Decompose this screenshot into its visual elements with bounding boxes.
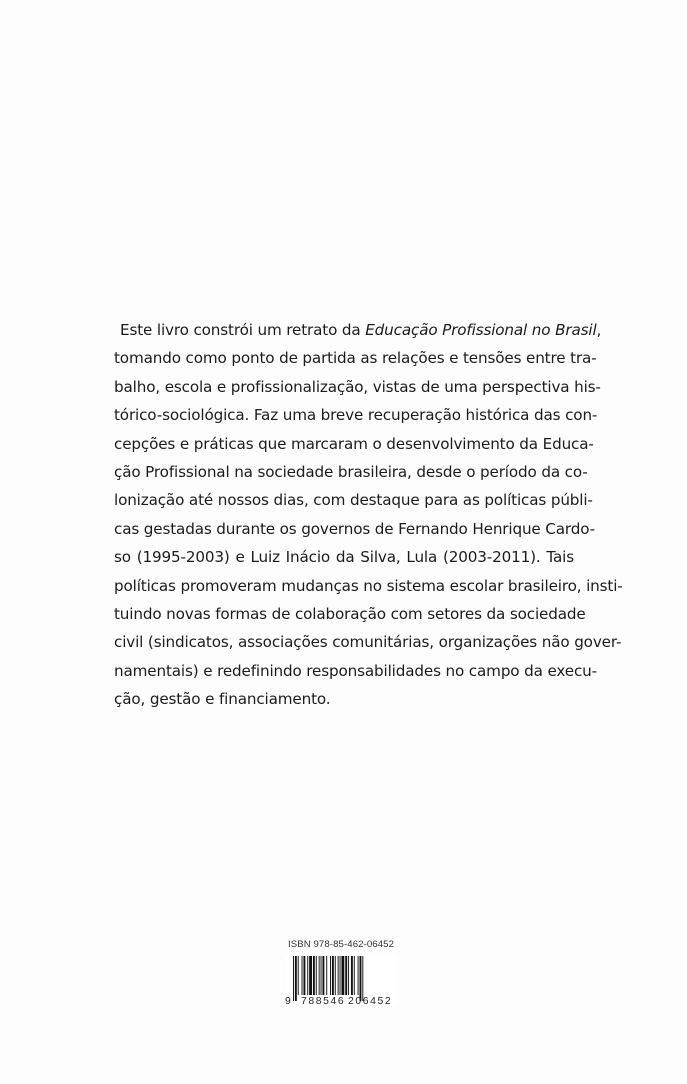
barcode-bar bbox=[332, 956, 334, 995]
barcode-digits-left: 788546 bbox=[301, 996, 346, 1007]
blurb-line-2: tomando como ponto de partida as relações e tensões entre tra- bbox=[114, 349, 597, 368]
blurb-line-4: tórico-sociológica. Faz uma breve recuperação histórica das con- bbox=[114, 406, 598, 425]
book-title-italic: Educação Profissional no Brasil bbox=[365, 321, 597, 339]
blurb-line-11: tuindo novas formas de colaboração com setores da sociedade bbox=[114, 604, 586, 623]
barcode-digits bbox=[285, 996, 397, 1008]
blurb-line-9: so (1995-2003) e Luiz Inácio da Silva, Lula (2003-2011). Tais bbox=[114, 548, 574, 567]
barcode-bar bbox=[298, 956, 299, 995]
barcode-bar bbox=[307, 956, 308, 995]
barcode-bar bbox=[326, 956, 327, 995]
barcode-bar bbox=[303, 956, 305, 995]
barcode-bar bbox=[316, 956, 317, 995]
blurb-line-14: ção, gestão e financiamento. bbox=[114, 690, 331, 709]
barcode-bar bbox=[358, 956, 359, 995]
barcode-bar bbox=[345, 956, 347, 995]
blurb-text: Este livro constrói um retrato da bbox=[120, 321, 366, 339]
blurb-line-12: civil (sindicatos, associações comunitárias, organizações não gover- bbox=[114, 633, 622, 652]
blurb-text: , bbox=[596, 321, 602, 339]
barcode-bar bbox=[348, 956, 349, 995]
isbn-label: ISBN 978-85-462-06452 bbox=[287, 939, 395, 950]
barcode-bar bbox=[322, 956, 324, 995]
barcode-bar bbox=[295, 956, 297, 1001]
blurb-line-13: namentais) e redefinindo responsabilidades no campo da execu- bbox=[114, 661, 597, 680]
barcode-bars bbox=[285, 956, 397, 1001]
barcode-bar bbox=[362, 956, 363, 1001]
barcode-digits-right: 206452 bbox=[348, 996, 393, 1007]
blurb-line-7: lonização até nossos dias, com destaque para as políticas públi- bbox=[114, 491, 593, 510]
barcode-bar bbox=[302, 956, 303, 995]
barcode-bar bbox=[335, 956, 336, 995]
barcode-bar bbox=[309, 956, 312, 995]
barcode-bar bbox=[319, 956, 320, 995]
barcode-bar bbox=[321, 956, 322, 995]
barcode-bar bbox=[340, 956, 341, 995]
isbn-block bbox=[285, 939, 397, 1006]
blurb-line-5: cepções e práticas que marcaram o desenvolvimento da Educa- bbox=[114, 434, 594, 453]
barcode-bar bbox=[360, 956, 362, 1001]
barcode-bar bbox=[351, 956, 353, 995]
barcode-bar bbox=[313, 956, 315, 995]
blurb-line-3: balho, escola e profissionalização, vistas de uma perspectiva his- bbox=[114, 377, 601, 396]
barcode-bar bbox=[330, 956, 331, 995]
blurb-line-8: cas gestadas durante os governos de Fernando Henrique Cardo- bbox=[114, 519, 595, 538]
blurb-line-6: ção Profissional na sociedade brasileira, desde o período da co- bbox=[114, 462, 588, 481]
barcode-digit-first: 9 bbox=[285, 996, 291, 1007]
blurb-line-1 bbox=[114, 316, 602, 344]
barcode-bar bbox=[293, 956, 294, 1001]
barcode-bar bbox=[354, 956, 355, 995]
blurb-line-10: políticas promoveram mudanças no sistema escolar brasileiro, insti- bbox=[114, 576, 623, 595]
barcode-bar bbox=[338, 956, 339, 995]
barcode-bar bbox=[341, 956, 344, 995]
barcode bbox=[285, 956, 397, 1006]
back-cover-blurb bbox=[114, 316, 623, 713]
